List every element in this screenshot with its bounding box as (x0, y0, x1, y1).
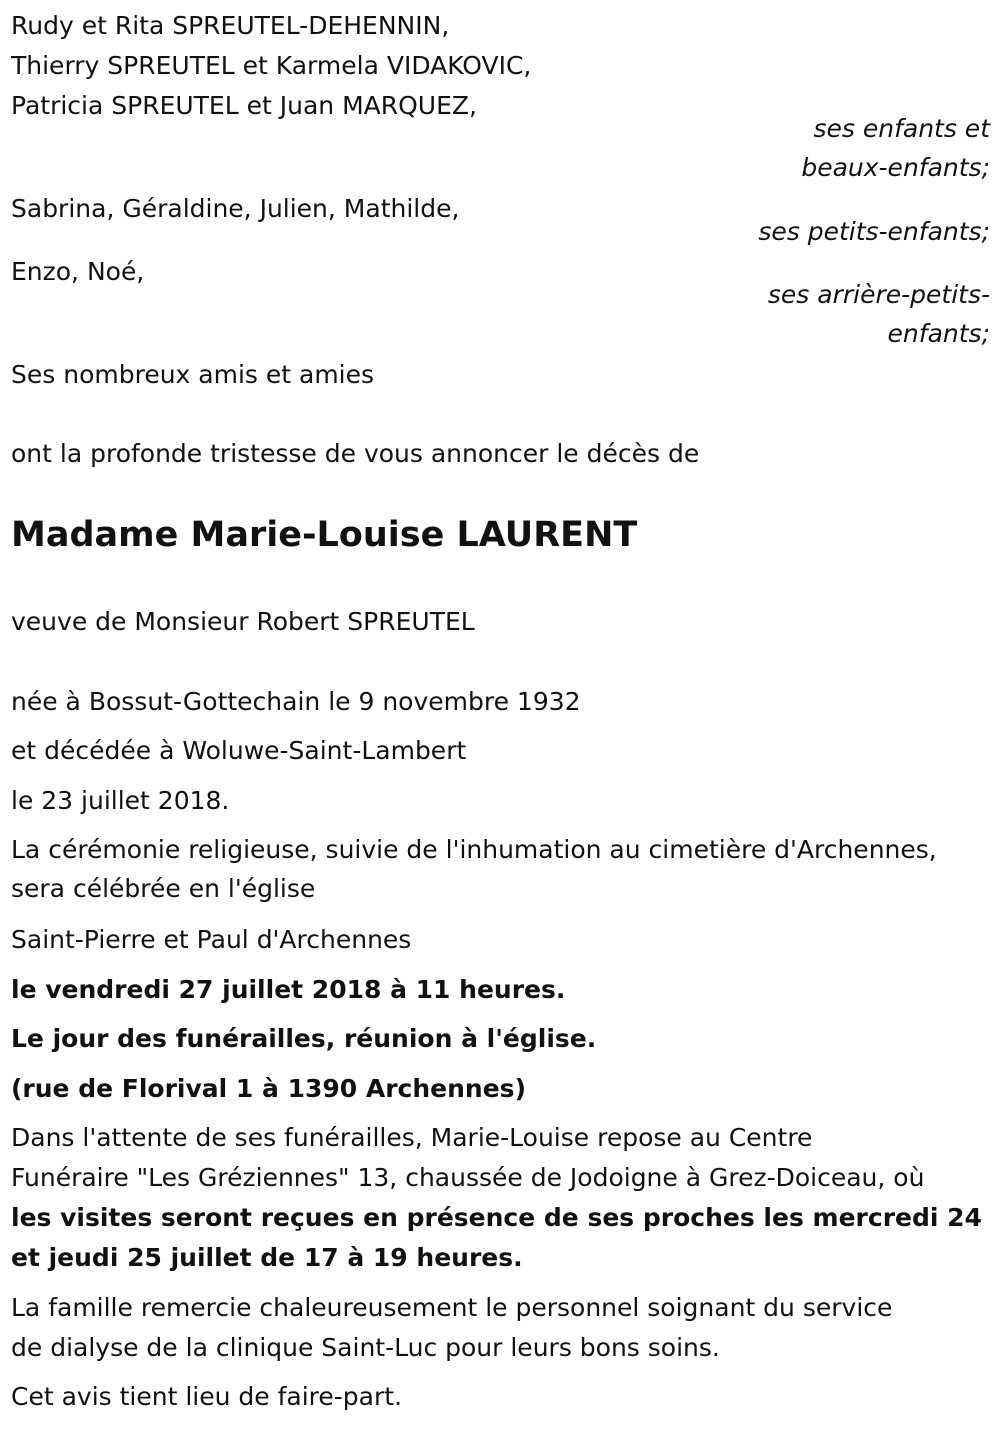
grandchildren-role: ses petits-enfants; (758, 217, 990, 246)
friends-line: Ses nombreux amis et amies (11, 360, 375, 389)
grandchildren-names: Sabrina, Géraldine, Julien, Mathilde, (11, 194, 460, 223)
great-grandchildren-role-line-2: enfants; (887, 319, 990, 348)
deceased-name: Madame Marie-Louise LAURENT (11, 515, 638, 555)
meeting-line: Le jour des funérailles, réunion à l'église. (11, 1024, 597, 1053)
birth-line: née à Bossut-Gottechain le 9 novembre 1932 (11, 687, 581, 716)
visits-line-1: Dans l'attente de ses funérailles, Marie-Louise repose au Centre (11, 1123, 813, 1152)
death-place-line: et décédée à Woluwe-Saint-Lambert (11, 736, 467, 765)
child-couple-1: Rudy et Rita SPREUTEL-DEHENNIN, (11, 11, 450, 40)
closing-line: Cet avis tient lieu de faire-part. (11, 1382, 403, 1411)
announcement-line: ont la profonde tristesse de vous annoncer le décès de (11, 439, 700, 468)
church-address: (rue de Florival 1 à 1390 Archennes) (11, 1074, 526, 1103)
ceremony-datetime: le vendredi 27 juillet 2018 à 11 heures. (11, 975, 566, 1004)
children-role-line-2: beaux-enfants; (801, 153, 990, 182)
great-grandchildren-names: Enzo, Noé, (11, 257, 145, 286)
great-grandchildren-role-line-1: ses arrière-petits- (767, 280, 990, 309)
children-role-line-1: ses enfants et (813, 114, 990, 143)
thanks-line-2: de dialyse de la clinique Saint-Luc pour leurs bons soins. (11, 1333, 720, 1362)
child-couple-2: Thierry SPREUTEL et Karmela VIDAKOVIC, (11, 51, 532, 80)
ceremony-line-2: sera célébrée en l'église (11, 874, 316, 903)
visits-line-3: les visites seront reçues en présence de ses proches les mercredi 24 (11, 1203, 982, 1232)
ceremony-line-1: La cérémonie religieuse, suivie de l'inhumation au cimetière d'Archennes, (11, 835, 937, 864)
thanks-line-1: La famille remercie chaleureusement le personnel soignant du service (11, 1293, 893, 1322)
widow-of-line: veuve de Monsieur Robert SPREUTEL (11, 607, 475, 636)
visits-line-4: et jeudi 25 juillet de 17 à 19 heures. (11, 1243, 523, 1272)
visits-line-2: Funéraire "Les Gréziennes" 13, chaussée de Jodoigne à Grez-Doiceau, où (11, 1163, 925, 1192)
child-couple-3: Patricia SPREUTEL et Juan MARQUEZ, (11, 91, 477, 120)
church-name: Saint-Pierre et Paul d'Archennes (11, 925, 412, 954)
death-date-line: le 23 juillet 2018. (11, 786, 230, 815)
